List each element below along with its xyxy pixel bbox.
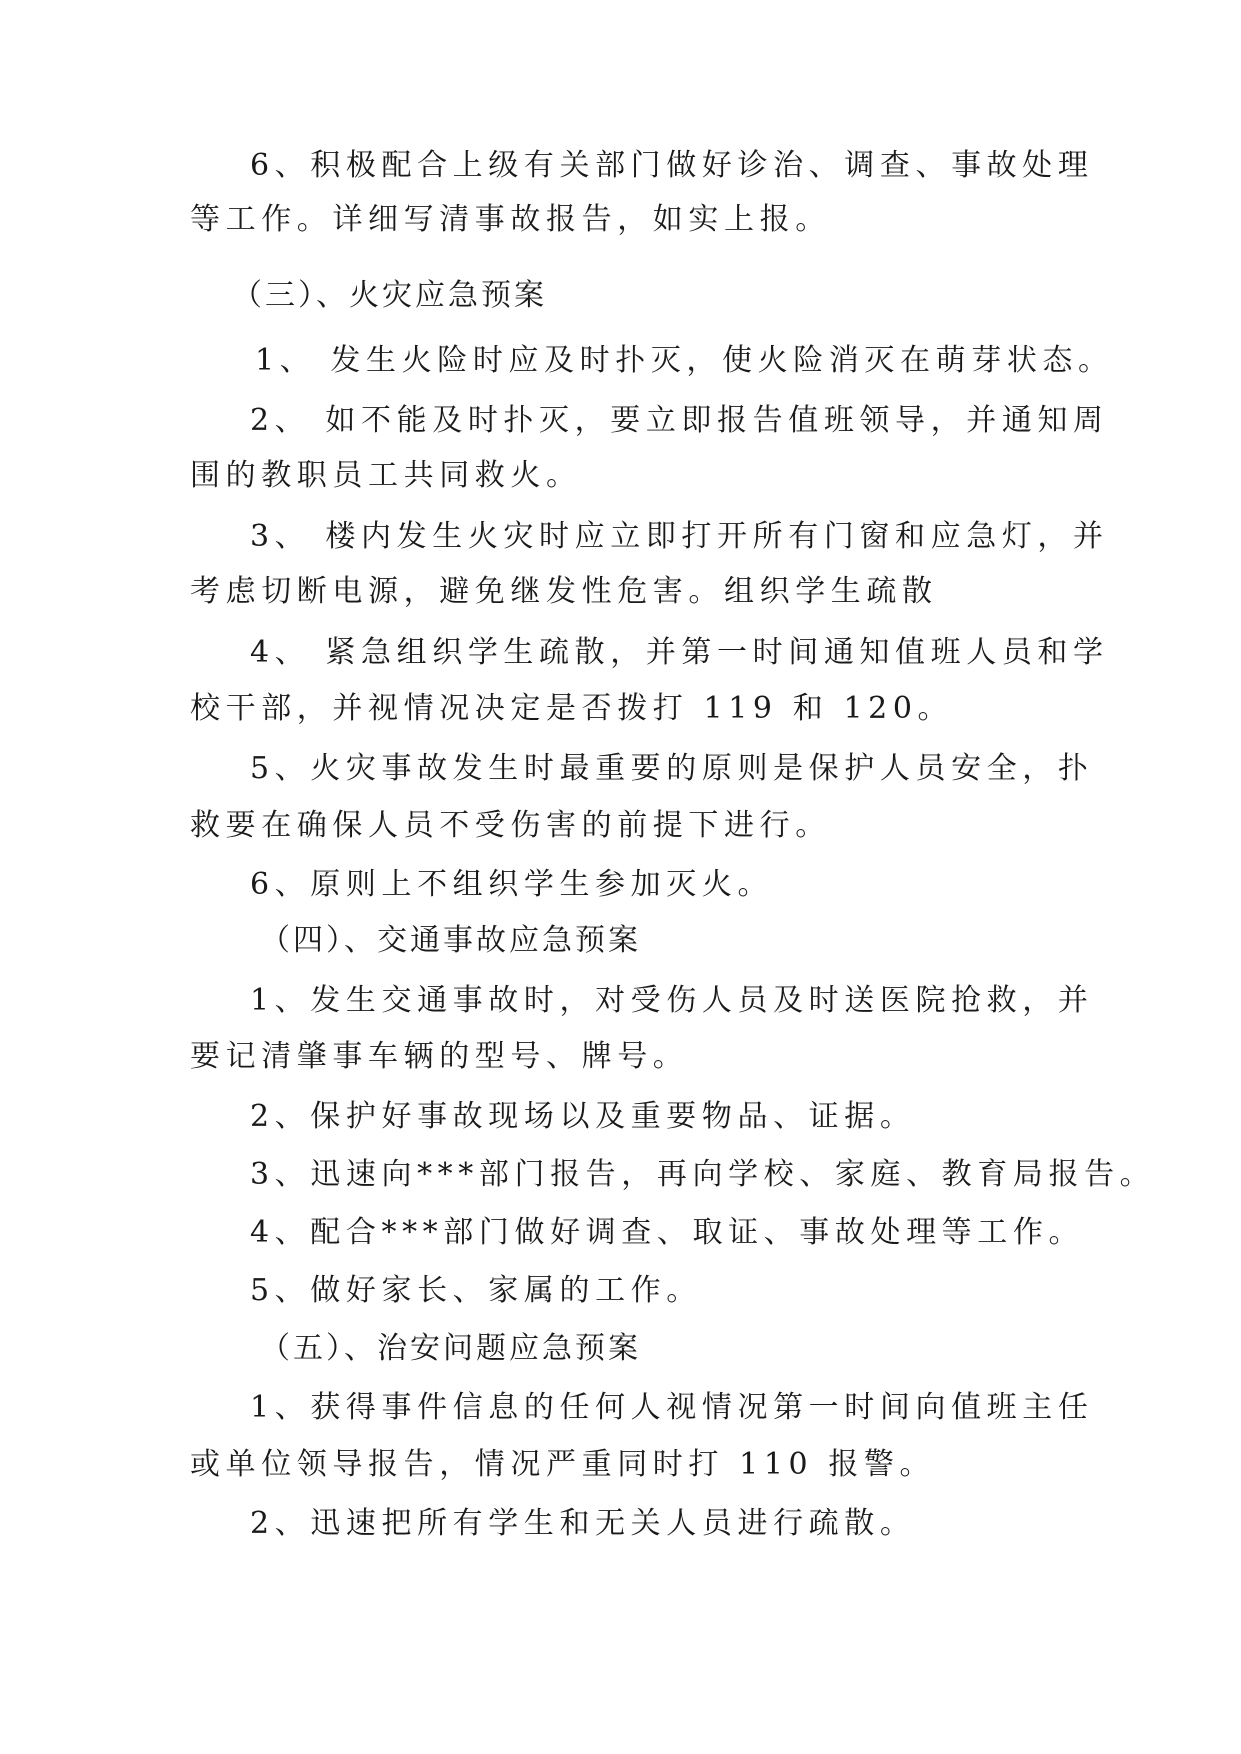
- paragraph-line: 考虑切断电源，避免继发性危害。组织学生疏散: [190, 574, 938, 609]
- paragraph-line: 2、迅速把所有学生和无关人员进行疏散。: [250, 1506, 916, 1541]
- paragraph-line: 5、做好家长、家属的工作。: [250, 1273, 702, 1308]
- paragraph-line: 4、配合***部门做好调查、取证、事故处理等工作。: [250, 1215, 1085, 1250]
- paragraph-line: 1、 发生火险时应及时扑灭，使火险消灭在萌芽状态。: [255, 343, 1114, 378]
- paragraph-line: 6、原则上不组织学生参加灭火。: [250, 867, 774, 902]
- paragraph-line: 4、 紧急组织学生疏散，并第一时间通知值班人员和学: [250, 635, 1109, 670]
- paragraph-line: 2、 如不能及时扑灭，要立即报告值班领导，并通知周: [250, 403, 1109, 438]
- paragraph-line: 要记清肇事车辆的型号、牌号。: [190, 1039, 689, 1074]
- paragraph-line: 救要在确保人员不受伤害的前提下进行。: [190, 808, 831, 843]
- paragraph-line: 5、火灾事故发生时最重要的原则是保护人员安全，扑: [250, 751, 1094, 786]
- paragraph-line: 1、获得事件信息的任何人视情况第一时间向值班主任: [250, 1390, 1094, 1425]
- paragraph-line: 6、积极配合上级有关部门做好诊治、调查、事故处理: [250, 148, 1094, 183]
- paragraph-line: 围的教职员工共同救火。: [190, 458, 582, 493]
- paragraph-line: 1、发生交通事故时，对受伤人员及时送医院抢救，并: [250, 983, 1094, 1018]
- section-heading: （五）、治安问题应急预案: [260, 1331, 641, 1366]
- section-heading: （四）、交通事故应急预案: [260, 923, 641, 958]
- paragraph-line: 等工作。详细写清事故报告，如实上报。: [190, 202, 831, 237]
- paragraph-line: 或单位领导报告，情况严重同时打 110 报警。: [190, 1447, 936, 1482]
- paragraph-line: 3、迅速向***部门报告，再向学校、家庭、教育局报告。: [250, 1157, 1156, 1192]
- paragraph-line: 校干部，并视情况决定是否拨打 119 和 120。: [190, 691, 954, 726]
- paragraph-line: 3、 楼内发生火灾时应立即打开所有门窗和应急灯，并: [250, 519, 1109, 554]
- paragraph-line: 2、保护好事故现场以及重要物品、证据。: [250, 1099, 916, 1134]
- section-heading: （三）、火灾应急预案: [232, 278, 547, 313]
